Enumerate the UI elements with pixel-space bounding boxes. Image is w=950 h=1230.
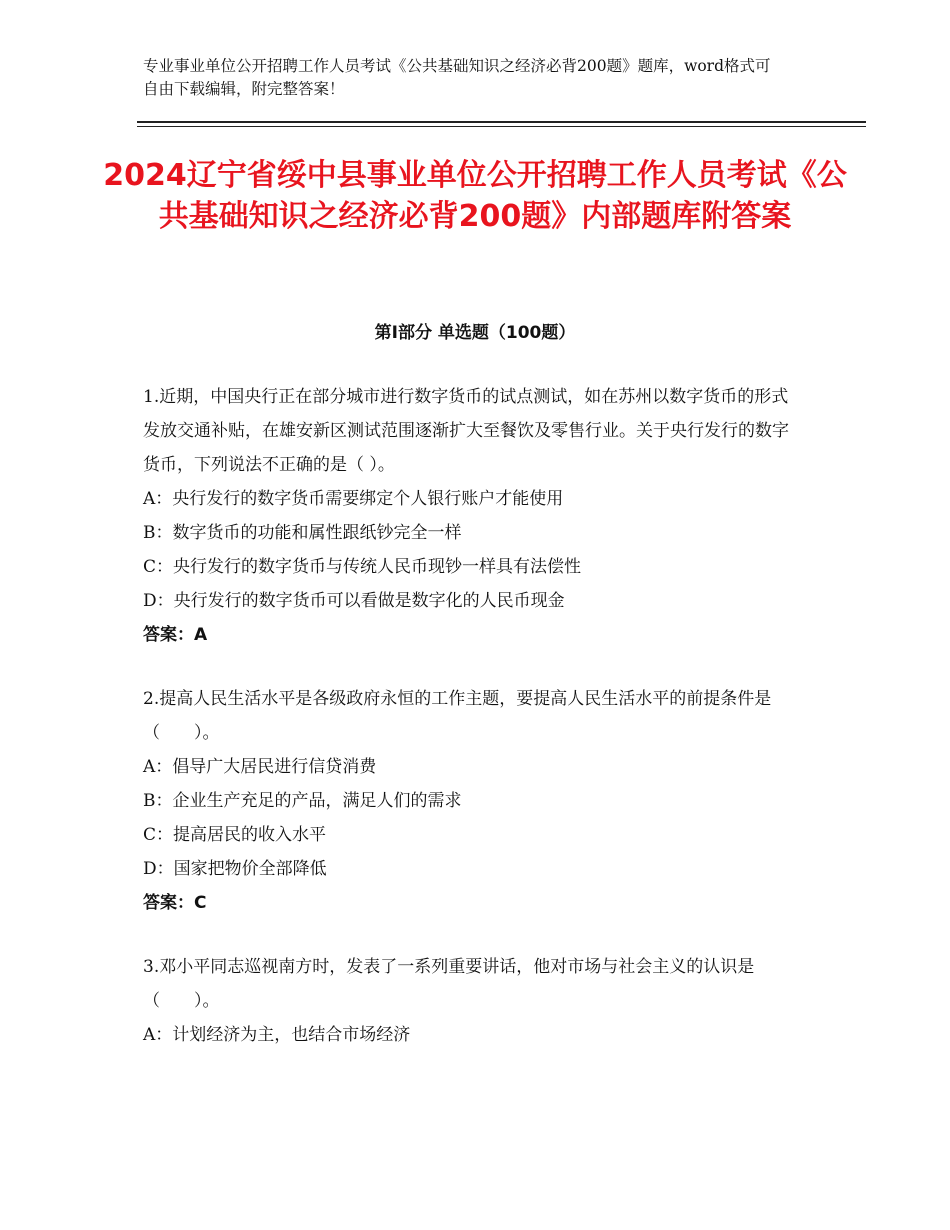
question-stem: 2.提高人民生活水平是各级政府永恒的工作主题，要提高人民生活水平的前提条件是（ ）。 [143,689,772,743]
option-c: C：央行发行的数字货币与传统人民币现钞一样具有法偿性 [143,557,582,577]
option-d: D：国家把物价全部降低 [143,859,327,879]
option-b: B：数字货币的功能和属性跟纸钞完全一样 [143,523,462,543]
option-c: C：提高居民的收入水平 [143,825,327,845]
answer: 答案：C [143,893,207,913]
header-divider-thick [137,121,866,123]
question-stem: 3.邓小平同志巡视南方时，发表了一系列重要讲话，他对市场与社会主义的认识是（ ）。 [143,957,755,1011]
question-list [143,380,803,1082]
document-title: 2024辽宁省绥中县事业单位公开招聘工作人员考试《公共基础知识之经济必背200题》内部题库附答案 [103,158,847,234]
question-3 [143,950,803,1052]
answer: 答案：A [143,625,208,645]
header-divider-thin [137,126,866,127]
question-1 [143,380,803,652]
section-title: 第Ⅰ部分 单选题（100题） [374,323,576,343]
question-stem: 1.近期，中国央行正在部分城市进行数字货币的试点测试，如在苏州以数字货币的形式发放交通补贴，在雄安新区测试范围逐渐扩大至餐饮及零售行业。关于央行发行的数字货币，下列说法不正确的是（ ）。 [143,387,789,475]
option-a: A：计划经济为主，也结合市场经济 [143,1025,411,1045]
option-d: D：央行发行的数字货币可以看做是数字化的人民币现金 [143,591,565,611]
question-2 [143,682,803,920]
page-header-text: 专业事业单位公开招聘工作人员考试《公共基础知识之经济必背200题》题库，word格式可自由下载编辑，附完整答案！ [143,57,771,98]
option-a: A：央行发行的数字货币需要绑定个人银行账户才能使用 [143,489,564,509]
option-b: B：企业生产充足的产品，满足人们的需求 [143,791,462,811]
option-a: A：倡导广大居民进行信贷消费 [143,757,377,777]
